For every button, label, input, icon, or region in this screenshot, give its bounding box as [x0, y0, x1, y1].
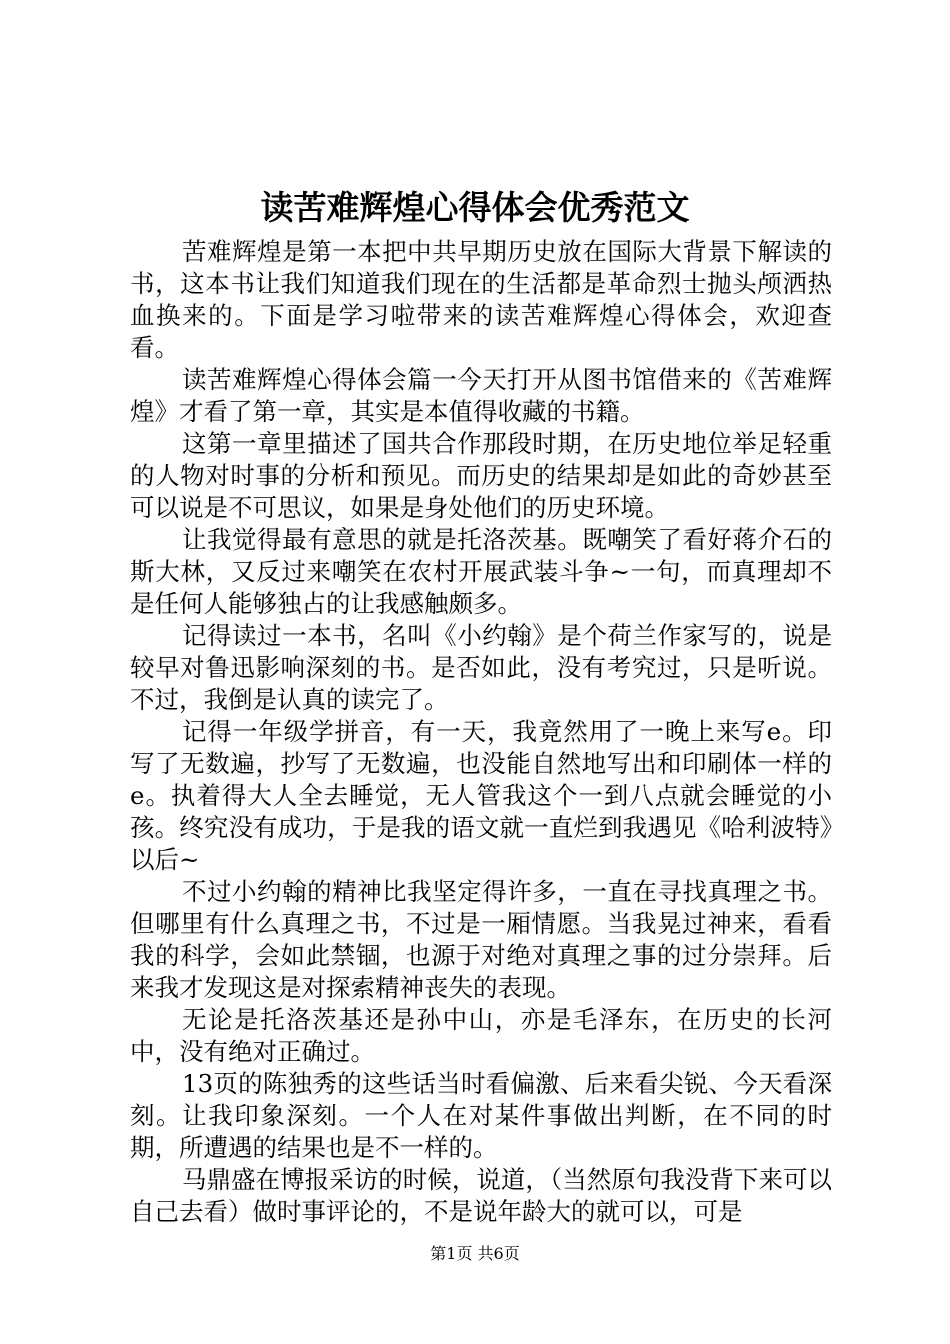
paragraph: 马鼎盛在博报采访的时候，说道，（当然原句我没背下来可以自己去看）做时事评论的，不是说年龄大的就可以，可是	[130, 1165, 832, 1226]
paragraph: 13页的陈独秀的这些话当时看偏激、后来看尖锐、今天看深刻。让我印象深刻。一个人在对某件事做出判断，在不同的时期，所遭遇的结果也是不一样的。	[130, 1069, 832, 1162]
document-body	[130, 236, 832, 1228]
paragraph: 无论是托洛茨基还是孙中山，亦是毛泽东，在历史的长河中，没有绝对正确过。	[130, 1005, 832, 1066]
paragraph: 记得读过一本书，名叫《小约翰》是个荷兰作家写的，说是较早对鲁迅影响深刻的书。是否如此，没有考究过，只是听说。不过，我倒是认真的读完了。	[130, 621, 832, 714]
paragraph: 苦难辉煌是第一本把中共早期历史放在国际大背景下解读的书，这本书让我们知道我们现在的生活都是革命烈士抛头颅洒热血换来的。下面是学习啦带来的读苦难辉煌心得体会，欢迎查看。	[130, 237, 832, 362]
paragraph: 让我觉得最有意思的就是托洛茨基。既嘲笑了看好蒋介石的斯大林，又反过来嘲笑在农村开展武装斗争~一句，而真理却不是任何人能够独占的让我感触颇多。	[130, 525, 832, 618]
paragraph: 这第一章里描述了国共合作那段时期，在历史地位举足轻重的人物对时事的分析和预见。而历史的结果却是如此的奇妙甚至可以说是不可思议，如果是身处他们的历史环境。	[130, 429, 832, 522]
paragraph: 记得一年级学拼音，有一天，我竟然用了一晚上来写e。印写了无数遍，抄写了无数遍，也没能自然地写出和印刷体一样的e。执着得大人全去睡觉，无人管我这个一到八点就会睡觉的小孩。终究没有成功，于是我的语文就一直烂到我遇见《哈利波特》以后~	[130, 717, 832, 874]
paragraph: 读苦难辉煌心得体会篇一今天打开从图书馆借来的《苦难辉煌》才看了第一章，其实是本值得收藏的书籍。	[130, 365, 832, 426]
document-title: 读苦难辉煌心得体会优秀范文	[260, 188, 690, 227]
paragraph: 不过小约翰的精神比我坚定得许多，一直在寻找真理之书。但哪里有什么真理之书，不过是一厢情愿。当我晃过神来，看看我的科学，会如此禁锢，也源于对绝对真理之事的过分崇拜。后来我才发现这是对探索精神丧失的表现。	[130, 877, 832, 1002]
page-footer: 第1页 共6页	[430, 1244, 520, 1263]
